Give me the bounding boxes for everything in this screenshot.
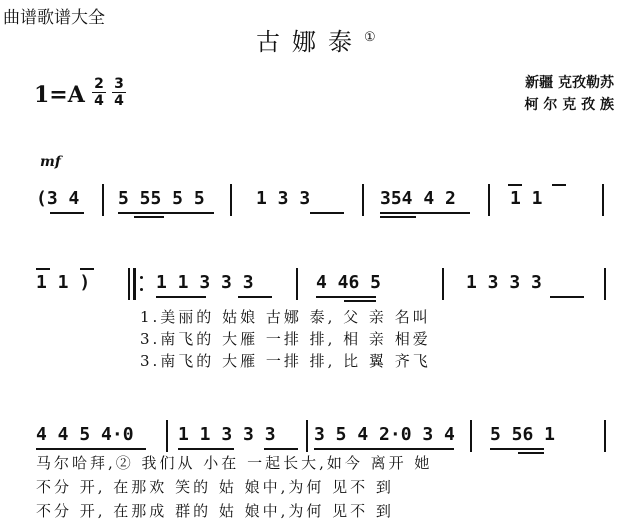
measure: 1 1 3 3 3 — [156, 272, 254, 293]
beam — [264, 448, 298, 450]
measure: 5 55 5 5 — [118, 188, 205, 209]
beam — [178, 448, 234, 450]
beam — [380, 212, 470, 214]
lyric-line: 1.美丽的 姑娘 古娜 泰, 父 亲 名叫 — [140, 308, 431, 326]
footnote-mark: ① — [364, 30, 376, 45]
repeat-barline-thick — [133, 268, 136, 300]
measure: 1 1 — [510, 188, 543, 209]
dynamic-mark: mf — [40, 154, 61, 170]
beam — [118, 212, 214, 214]
beam — [344, 300, 376, 302]
time-signature-3-4 — [112, 76, 126, 109]
beam — [380, 216, 416, 218]
measure: 1 1 3 3 3 — [178, 424, 276, 445]
time-bottom: 4 — [112, 92, 126, 109]
time-signature-2-4 — [92, 76, 106, 109]
barline — [604, 420, 606, 452]
repeat-dot — [140, 276, 143, 279]
beam — [134, 216, 164, 218]
origin-line-2: 柯 尔 克 孜 族 — [524, 97, 614, 113]
beam — [314, 448, 454, 450]
song-title — [256, 22, 376, 57]
time-top: 2 — [94, 76, 104, 92]
repeat-barline — [128, 268, 130, 300]
tie-mark — [80, 268, 94, 270]
score-row-2 — [0, 268, 640, 308]
tie-mark — [36, 268, 50, 270]
site-label: 曲谱歌谱大全 — [3, 8, 105, 28]
beam — [156, 296, 206, 298]
lyric-line: 不分 开, 在那欢 笑的 姑 娘中,为何 见不 到 — [36, 478, 394, 496]
beam — [316, 296, 376, 298]
measure: (3 4 — [36, 188, 80, 209]
measure: 354 4 2 — [380, 188, 456, 209]
score-row-1 — [0, 184, 640, 224]
barline — [102, 184, 104, 216]
key-signature: 1=A — [34, 82, 85, 108]
measure: 1 3 3 3 — [466, 272, 542, 293]
beam — [310, 212, 344, 214]
barline — [296, 268, 298, 300]
barline — [488, 184, 490, 216]
measure: 4 4 5 4·0 — [36, 424, 134, 445]
lyric-line: 3.南飞的 大雁 一排 排, 比 翼 齐飞 — [140, 352, 431, 370]
measure: 3 5 4 2·0 3 4 — [314, 424, 455, 445]
barline — [306, 420, 308, 452]
beam — [518, 452, 544, 454]
barline — [362, 184, 364, 216]
barline — [470, 420, 472, 452]
lyric-line: 3.南飞的 大雁 一排 排, 相 亲 相爱 — [140, 330, 431, 348]
beam — [50, 212, 84, 214]
lyric-line: 不分 开, 在那成 群的 姑 娘中,为何 见不 到 — [36, 502, 394, 520]
lyric-line: 马尔哈拜,② 我们从 小在 一起长大,如今 离开 她 — [36, 454, 433, 472]
measure: 5 56 1 — [490, 424, 556, 445]
time-bottom: 4 — [92, 92, 106, 109]
barline — [602, 184, 604, 216]
time-top: 3 — [114, 76, 124, 92]
beam — [36, 448, 146, 450]
tie-mark — [552, 184, 566, 186]
barline — [442, 268, 444, 300]
beam — [490, 448, 544, 450]
measure: 4 46 5 — [316, 272, 382, 293]
repeat-dot — [140, 288, 143, 291]
measure: 1 1 ) — [36, 272, 91, 293]
beam — [238, 296, 272, 298]
beam — [550, 296, 584, 298]
barline — [604, 268, 606, 300]
barline — [230, 184, 232, 216]
measure: 1 3 3 — [256, 188, 311, 209]
song-title-text: 古娜泰 — [256, 28, 364, 56]
barline — [166, 420, 168, 452]
origin-line-1: 新疆 克孜勒苏 — [525, 75, 614, 91]
tie-mark — [508, 184, 522, 186]
